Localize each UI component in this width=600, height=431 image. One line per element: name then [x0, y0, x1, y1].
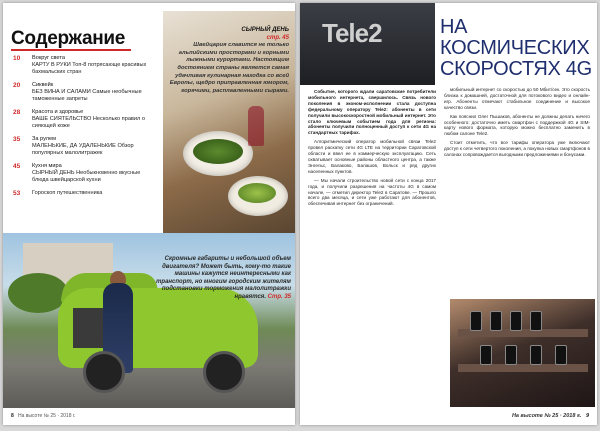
toc-kicker: Сиквейк: [32, 82, 54, 88]
toc-title: Содержание: [11, 28, 126, 49]
toc-entry-text: БЕЗ ВИНА И САЛАМИ Самые необычные таможенные запреты: [32, 89, 142, 102]
toc-entry: [32, 55, 156, 76]
toc-entry: [32, 109, 156, 130]
article-paragraph: мобильный интернет со скоростью до 50 Мбит/сек. Это скорость близка к домашней, достаточной для потокового видео и онлайн-игр. Абоненты отмечают стабильное соединение и высокое качество связи.: [444, 87, 590, 110]
car-caption-page[interactable]: Стр. 35: [267, 293, 291, 300]
article-paragraph: Стоит отметить, что все тарифы оператора уже включают доступ к сети четвертого поколения, а покупка новых смартфонов в салонах сопровождается выгодными предложениями и бонусами.: [444, 140, 590, 158]
left-footer: [11, 413, 76, 419]
phone-shape: [470, 311, 482, 331]
toc-entry: [32, 163, 156, 184]
food-caption-title: СЫРНЫЙ ДЕНЬ: [241, 27, 289, 33]
article-column-1: [308, 89, 436, 409]
toc-page-number: 20: [13, 82, 21, 89]
toc-kicker: Красота и здоровье: [32, 109, 84, 115]
article-paragraph: Как пояснил Олег Пышаков, абоненты не должны делать ничего особенного: достаточно иметь смартфон с поддержкой 4G и SIM-карту нового формата, которую можно бесплатно заменить в любом салоне Tele2.: [444, 113, 590, 137]
phone-shape: [530, 345, 542, 365]
toc-entry-text: Гороскоп путешественника: [32, 190, 103, 196]
toc-item[interactable]: [13, 163, 163, 184]
table-of-contents: [13, 55, 163, 203]
toc-page-number: 53: [13, 190, 21, 197]
phone-shop-photo: [450, 299, 595, 407]
tele2-photo: [300, 3, 435, 85]
toc-entry-text: МАЛЕНЬКИЕ, ДА УДАЛЕНЬКИЕ Обзор популярных малолитражек: [32, 143, 134, 156]
toc-kicker: Вокруг света: [32, 55, 65, 61]
phone-shape: [505, 345, 517, 365]
toc-item[interactable]: [13, 109, 163, 130]
page-number: 8: [11, 413, 14, 419]
shelf-shape: [458, 364, 588, 372]
salad-shape: [238, 183, 276, 203]
salad-shape: [193, 139, 243, 164]
phone-shape: [490, 311, 502, 331]
page-number: 9: [585, 413, 589, 419]
tele2-logo: [322, 18, 382, 49]
toc-entry-text: КАРТУ В РУКИ Топ-8 потрясающе красивых бахмальских стран: [32, 62, 147, 75]
issue-label: На высоте № 25 · 2018 г.: [511, 413, 582, 419]
food-caption-text: Швейцария славится не только альпийскими просторами и горными лыжными курортами. Настоящим достоянием страны является самая удачливая кулинарная находка со всей Европы, щедро приправленная юмором, горячими, расплавленными сырами.: [169, 42, 289, 94]
phone-shape: [530, 311, 542, 331]
food-caption-page[interactable]: стр. 45: [266, 34, 289, 41]
toc-item[interactable]: [13, 190, 163, 197]
toc-divider: [11, 49, 131, 51]
toc-page-number: 45: [13, 163, 21, 170]
toc-item[interactable]: [13, 136, 163, 157]
toc-kicker: За рулем: [32, 136, 56, 142]
toc-entry: [32, 190, 156, 197]
toc-page-number: 10: [13, 55, 21, 62]
article-lead: Событие, которого ждали саратовские потребители мобильного интернета, свершилось. Связь нового поколения в эконом-исполнении стала доступна федеральному оператору Tele2: абоненты в сети получили высокоскоростной мобильный интернет. Это стало ключевым событием года для региона: абоненты получили полноценный доступ к сети 4G на стандартных тарифах.: [308, 89, 436, 136]
wine-glass-shape: [248, 106, 264, 146]
phone-shape: [480, 345, 492, 365]
article-paragraph: Алгоритмический оператор мобильной связи Tele2 провел раскатку сети 4G LTE на территории Саратовской области и ввел ее в коммерческую эксплуатацию. Сеть охватывает основные районы областного центра, а также Энгельс, Балаково, Балашов, Вольск и ряд других населенных пунктов.: [308, 139, 436, 174]
right-footer: [512, 413, 589, 419]
toc-item[interactable]: [13, 55, 163, 76]
car-caption-text: Скромные габариты и небольшой объем двигателя? Может быть, кому-то такие машины кажутся неинтересными как транспорт, но многим городским жителям подстановки торможения малолитражки нравятся.: [156, 256, 291, 300]
right-page: [300, 3, 597, 425]
phone-shape: [555, 345, 567, 365]
logo-text: Tele2: [322, 18, 382, 48]
toc-page-number: 28: [13, 109, 21, 116]
wheel-shape: [83, 351, 125, 393]
toc-entry: [32, 136, 156, 157]
food-caption: [169, 27, 289, 95]
toc-entry-text: ВАШЕ СИЯТЕЛЬСТВО Несколько правил о сияющей коже: [32, 116, 145, 129]
toc-kicker: Кухня мира: [32, 163, 62, 169]
toc-entry: [32, 82, 156, 103]
article-column-2: [444, 87, 590, 297]
article-title: НА КОСМИЧЕСКИХ СКОРОСТЯХ 4G: [440, 16, 592, 80]
article-paragraph: — Мы начали строительство новой сети с конца 2017 года, и получили разрешения на частоты 4G в самом начале, — отметил директор Tele2 в Саратове. — Прошло всего два месяца, и сети уже работают для абонентов, обеспечивая интернет без ограничений.: [308, 177, 436, 207]
car-caption: [153, 256, 291, 302]
toc-item[interactable]: [13, 82, 163, 103]
toc-entry-text: СЫРНЫЙ ДЕНЬ Необыкновенно вкусные блюда швейцарской кухни: [32, 170, 141, 183]
issue-label: На высоте № 25 · 2018 г.: [17, 413, 76, 419]
wheel-shape: [203, 351, 245, 393]
phone-shape: [510, 311, 522, 331]
toc-page-number: 35: [13, 136, 21, 143]
left-page: [3, 3, 295, 425]
